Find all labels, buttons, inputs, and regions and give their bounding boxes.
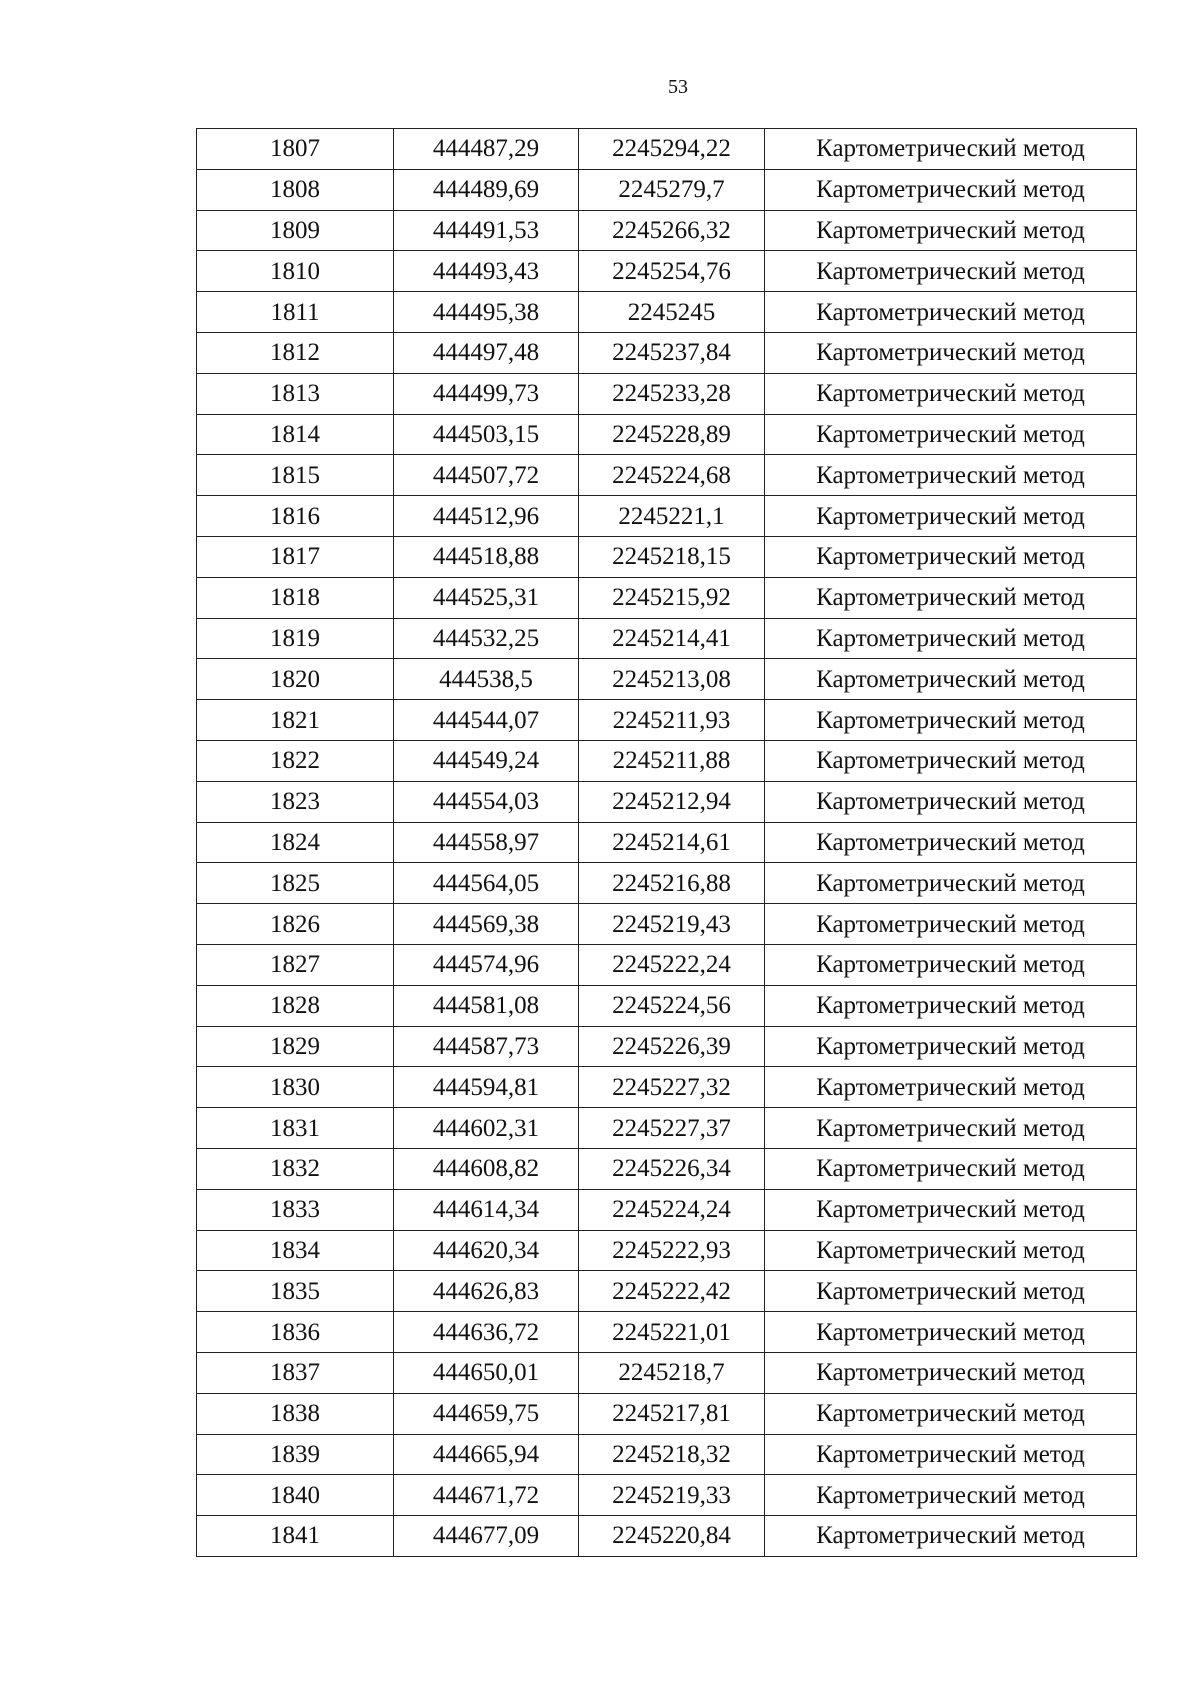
table-row: [197, 1148, 1137, 1189]
y-coordinate-cell: 2245224,56: [579, 985, 765, 1026]
point-number-cell: 1815: [197, 455, 394, 496]
method-cell: Картометрический метод: [765, 1516, 1137, 1557]
point-number-cell: 1841: [197, 1516, 394, 1557]
method-cell: Картометрический метод: [765, 1312, 1137, 1353]
method-cell: Картометрический метод: [765, 169, 1137, 210]
point-number-cell: 1836: [197, 1312, 394, 1353]
point-number-cell: 1840: [197, 1475, 394, 1516]
y-coordinate-cell: 2245217,81: [579, 1393, 765, 1434]
y-coordinate-cell: 2245222,42: [579, 1271, 765, 1312]
table-row: [197, 292, 1137, 333]
x-coordinate-cell: 444614,34: [394, 1189, 579, 1230]
point-number-cell: 1813: [197, 373, 394, 414]
x-coordinate-cell: 444491,53: [394, 210, 579, 251]
x-coordinate-cell: 444518,88: [394, 536, 579, 577]
method-cell: Картометрический метод: [765, 332, 1137, 373]
method-cell: Картометрический метод: [765, 1148, 1137, 1189]
table-row: [197, 496, 1137, 537]
point-number-cell: 1811: [197, 292, 394, 333]
point-number-cell: 1823: [197, 781, 394, 822]
method-cell: Картометрический метод: [765, 1230, 1137, 1271]
method-cell: Картометрический метод: [765, 210, 1137, 251]
x-coordinate-cell: 444497,48: [394, 332, 579, 373]
method-cell: Картометрический метод: [765, 496, 1137, 537]
method-cell: Картометрический метод: [765, 1434, 1137, 1475]
x-coordinate-cell: 444650,01: [394, 1352, 579, 1393]
y-coordinate-cell: 2245218,15: [579, 536, 765, 577]
point-number-cell: 1830: [197, 1067, 394, 1108]
method-cell: Картометрический метод: [765, 373, 1137, 414]
y-coordinate-cell: 2245224,68: [579, 455, 765, 496]
x-coordinate-cell: 444626,83: [394, 1271, 579, 1312]
y-coordinate-cell: 2245216,88: [579, 863, 765, 904]
method-cell: Картометрический метод: [765, 944, 1137, 985]
table-row: [197, 455, 1137, 496]
x-coordinate-cell: 444665,94: [394, 1434, 579, 1475]
table-row: [197, 129, 1137, 170]
y-coordinate-cell: 2245218,7: [579, 1352, 765, 1393]
table-row: [197, 1271, 1137, 1312]
table-row: [197, 1352, 1137, 1393]
point-number-cell: 1831: [197, 1108, 394, 1149]
y-coordinate-cell: 2245222,93: [579, 1230, 765, 1271]
point-number-cell: 1833: [197, 1189, 394, 1230]
x-coordinate-cell: 444532,25: [394, 618, 579, 659]
method-cell: Картометрический метод: [765, 700, 1137, 741]
x-coordinate-cell: 444587,73: [394, 1026, 579, 1067]
x-coordinate-cell: 444594,81: [394, 1067, 579, 1108]
table-row: [197, 1393, 1137, 1434]
method-cell: Картометрический метод: [765, 414, 1137, 455]
point-number-cell: 1816: [197, 496, 394, 537]
y-coordinate-cell: 2245212,94: [579, 781, 765, 822]
method-cell: Картометрический метод: [765, 1067, 1137, 1108]
y-coordinate-cell: 2245226,39: [579, 1026, 765, 1067]
table-row: [197, 577, 1137, 618]
y-coordinate-cell: 2245294,22: [579, 129, 765, 170]
point-number-cell: 1827: [197, 944, 394, 985]
table-row: [197, 618, 1137, 659]
point-number-cell: 1825: [197, 863, 394, 904]
point-number-cell: 1835: [197, 1271, 394, 1312]
method-cell: Картометрический метод: [765, 904, 1137, 945]
table-row: [197, 1434, 1137, 1475]
table-row: [197, 210, 1137, 251]
method-cell: Картометрический метод: [765, 1189, 1137, 1230]
table-row: [197, 781, 1137, 822]
point-number-cell: 1820: [197, 659, 394, 700]
y-coordinate-cell: 2245227,32: [579, 1067, 765, 1108]
method-cell: Картометрический метод: [765, 985, 1137, 1026]
y-coordinate-cell: 2245211,93: [579, 700, 765, 741]
method-cell: Картометрический метод: [765, 822, 1137, 863]
y-coordinate-cell: 2245214,61: [579, 822, 765, 863]
table-row: [197, 1312, 1137, 1353]
x-coordinate-cell: 444544,07: [394, 700, 579, 741]
y-coordinate-cell: 2245214,41: [579, 618, 765, 659]
y-coordinate-cell: 2245219,43: [579, 904, 765, 945]
table-row: [197, 904, 1137, 945]
x-coordinate-cell: 444569,38: [394, 904, 579, 945]
point-number-cell: 1832: [197, 1148, 394, 1189]
point-number-cell: 1809: [197, 210, 394, 251]
table-row: [197, 740, 1137, 781]
method-cell: Картометрический метод: [765, 251, 1137, 292]
y-coordinate-cell: 2245245: [579, 292, 765, 333]
y-coordinate-cell: 2245215,92: [579, 577, 765, 618]
x-coordinate-cell: 444574,96: [394, 944, 579, 985]
y-coordinate-cell: 2245233,28: [579, 373, 765, 414]
table-row: [197, 536, 1137, 577]
table-row: [197, 1067, 1137, 1108]
point-number-cell: 1817: [197, 536, 394, 577]
y-coordinate-cell: 2245221,1: [579, 496, 765, 537]
table-row: [197, 700, 1137, 741]
y-coordinate-cell: 2245220,84: [579, 1516, 765, 1557]
y-coordinate-cell: 2245213,08: [579, 659, 765, 700]
table-row: [197, 863, 1137, 904]
y-coordinate-cell: 2245237,84: [579, 332, 765, 373]
method-cell: Картометрический метод: [765, 863, 1137, 904]
x-coordinate-cell: 444602,31: [394, 1108, 579, 1149]
y-coordinate-cell: 2245219,33: [579, 1475, 765, 1516]
method-cell: Картометрический метод: [765, 536, 1137, 577]
table-row: [197, 251, 1137, 292]
method-cell: Картометрический метод: [765, 1352, 1137, 1393]
table-row: [197, 169, 1137, 210]
x-coordinate-cell: 444503,15: [394, 414, 579, 455]
method-cell: Картометрический метод: [765, 577, 1137, 618]
point-number-cell: 1810: [197, 251, 394, 292]
point-number-cell: 1807: [197, 129, 394, 170]
y-coordinate-cell: 2245226,34: [579, 1148, 765, 1189]
coordinates-table-body: [197, 129, 1137, 1557]
x-coordinate-cell: 444636,72: [394, 1312, 579, 1353]
coordinates-table: [196, 128, 1137, 1557]
y-coordinate-cell: 2245228,89: [579, 414, 765, 455]
x-coordinate-cell: 444677,09: [394, 1516, 579, 1557]
point-number-cell: 1838: [197, 1393, 394, 1434]
point-number-cell: 1808: [197, 169, 394, 210]
y-coordinate-cell: 2245279,7: [579, 169, 765, 210]
table-row: [197, 659, 1137, 700]
x-coordinate-cell: 444558,97: [394, 822, 579, 863]
point-number-cell: 1822: [197, 740, 394, 781]
x-coordinate-cell: 444487,29: [394, 129, 579, 170]
page-number: 53: [668, 76, 688, 98]
table-row: [197, 1516, 1137, 1557]
table-row: [197, 1230, 1137, 1271]
x-coordinate-cell: 444564,05: [394, 863, 579, 904]
x-coordinate-cell: 444512,96: [394, 496, 579, 537]
point-number-cell: 1828: [197, 985, 394, 1026]
x-coordinate-cell: 444525,31: [394, 577, 579, 618]
point-number-cell: 1826: [197, 904, 394, 945]
x-coordinate-cell: 444507,72: [394, 455, 579, 496]
point-number-cell: 1824: [197, 822, 394, 863]
x-coordinate-cell: 444499,73: [394, 373, 579, 414]
x-coordinate-cell: 444493,43: [394, 251, 579, 292]
point-number-cell: 1834: [197, 1230, 394, 1271]
y-coordinate-cell: 2245254,76: [579, 251, 765, 292]
x-coordinate-cell: 444581,08: [394, 985, 579, 1026]
table-row: [197, 373, 1137, 414]
y-coordinate-cell: 2245222,24: [579, 944, 765, 985]
method-cell: Картометрический метод: [765, 1475, 1137, 1516]
x-coordinate-cell: 444608,82: [394, 1148, 579, 1189]
point-number-cell: 1814: [197, 414, 394, 455]
method-cell: Картометрический метод: [765, 740, 1137, 781]
method-cell: Картометрический метод: [765, 1271, 1137, 1312]
point-number-cell: 1821: [197, 700, 394, 741]
point-number-cell: 1819: [197, 618, 394, 659]
method-cell: Картометрический метод: [765, 129, 1137, 170]
method-cell: Картометрический метод: [765, 1393, 1137, 1434]
point-number-cell: 1812: [197, 332, 394, 373]
x-coordinate-cell: 444549,24: [394, 740, 579, 781]
point-number-cell: 1818: [197, 577, 394, 618]
method-cell: Картометрический метод: [765, 781, 1137, 822]
table-row: [197, 1026, 1137, 1067]
point-number-cell: 1839: [197, 1434, 394, 1475]
x-coordinate-cell: 444495,38: [394, 292, 579, 333]
method-cell: Картометрический метод: [765, 292, 1137, 333]
table-row: [197, 332, 1137, 373]
x-coordinate-cell: 444538,5: [394, 659, 579, 700]
table-row: [197, 1108, 1137, 1149]
method-cell: Картометрический метод: [765, 1108, 1137, 1149]
x-coordinate-cell: 444489,69: [394, 169, 579, 210]
table-row: [197, 944, 1137, 985]
x-coordinate-cell: 444671,72: [394, 1475, 579, 1516]
y-coordinate-cell: 2245227,37: [579, 1108, 765, 1149]
method-cell: Картометрический метод: [765, 455, 1137, 496]
table-row: [197, 414, 1137, 455]
point-number-cell: 1837: [197, 1352, 394, 1393]
table-row: [197, 1475, 1137, 1516]
method-cell: Картометрический метод: [765, 618, 1137, 659]
table-row: [197, 985, 1137, 1026]
x-coordinate-cell: 444659,75: [394, 1393, 579, 1434]
y-coordinate-cell: 2245221,01: [579, 1312, 765, 1353]
point-number-cell: 1829: [197, 1026, 394, 1067]
y-coordinate-cell: 2245266,32: [579, 210, 765, 251]
table-row: [197, 822, 1137, 863]
method-cell: Картометрический метод: [765, 1026, 1137, 1067]
y-coordinate-cell: 2245224,24: [579, 1189, 765, 1230]
method-cell: Картометрический метод: [765, 659, 1137, 700]
y-coordinate-cell: 2245211,88: [579, 740, 765, 781]
table-row: [197, 1189, 1137, 1230]
x-coordinate-cell: 444554,03: [394, 781, 579, 822]
y-coordinate-cell: 2245218,32: [579, 1434, 765, 1475]
x-coordinate-cell: 444620,34: [394, 1230, 579, 1271]
